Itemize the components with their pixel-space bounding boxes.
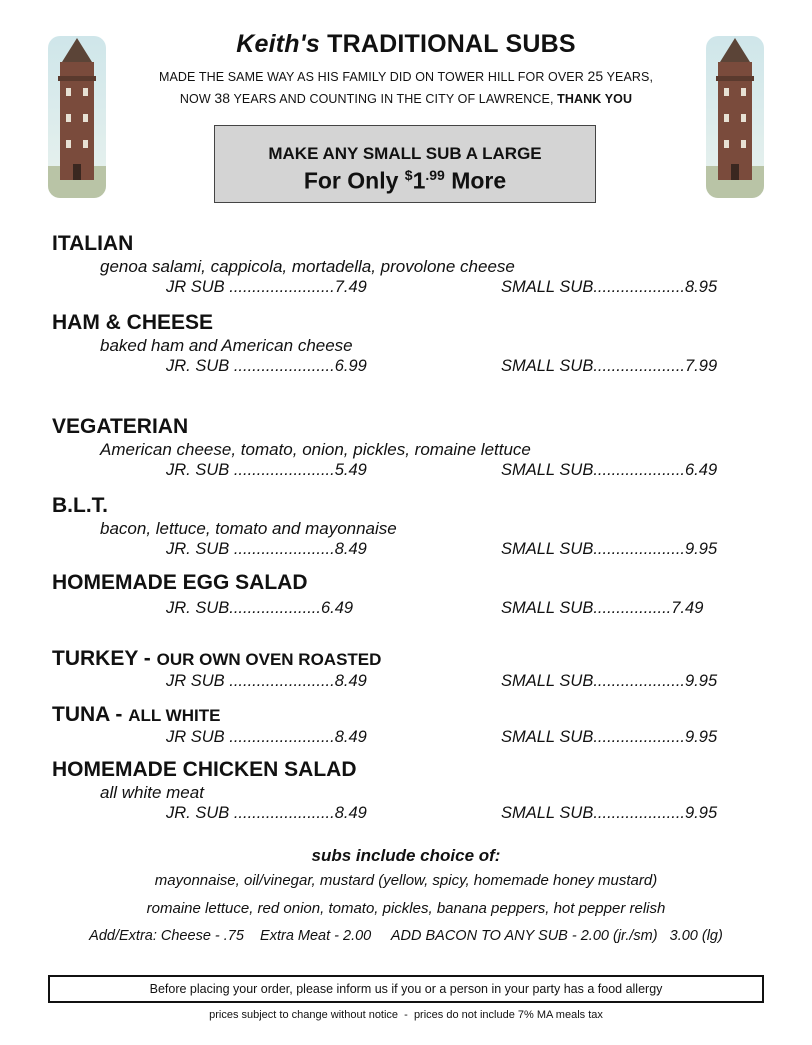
- title-text: TRADITIONAL SUBS: [327, 30, 576, 58]
- choices-condiments: mayonnaise, oil/vinegar, mustard (yellow, spicy, homemade honey mustard): [154, 872, 658, 889]
- item-name: [52, 415, 752, 439]
- promo-price-cents: .99: [425, 167, 445, 183]
- menu-item-vegetarian: [52, 415, 752, 483]
- menu-item-egg-salad: [52, 571, 752, 621]
- item-prices: [52, 599, 752, 621]
- small-sub-price: SMALL SUB.................7.49: [501, 599, 704, 617]
- jr-sub-price: JR SUB .......................7.49: [166, 278, 367, 296]
- item-name: [52, 647, 752, 672]
- tagline-text: YEARS,: [603, 70, 654, 84]
- menu-item-ham-cheese: [52, 311, 752, 379]
- item-name-text: B.L.T.: [52, 494, 108, 517]
- brand-name: Keith's: [236, 30, 320, 58]
- item-description: baked ham and American cheese: [100, 336, 353, 355]
- small-sub-price: SMALL SUB....................7.99: [501, 357, 718, 375]
- menu-item-tuna: [52, 703, 752, 750]
- promo-box: [214, 125, 596, 203]
- promo-currency: $: [404, 167, 413, 183]
- item-prices: [52, 357, 752, 379]
- allergy-notice: Before placing your order, please inform us if you or a person in your party has a food allergy: [48, 975, 764, 1003]
- item-prices: [52, 540, 752, 562]
- tagline-line-1: [0, 68, 812, 84]
- jr-sub-price: JR. SUB ......................5.49: [166, 461, 367, 479]
- item-prices: [52, 804, 752, 826]
- item-description: genoa salami, cappicola, mortadella, provolone cheese: [100, 257, 515, 276]
- jr-sub-price: JR SUB .......................8.49: [166, 672, 367, 690]
- menu-item-blt: [52, 494, 752, 562]
- tower-image-left: [48, 36, 106, 198]
- item-prices: [52, 278, 752, 300]
- item-prices: [52, 672, 752, 694]
- menu-item-italian: [52, 232, 752, 300]
- item-description: American cheese, tomato, onion, pickles, romaine lettuce: [100, 440, 531, 459]
- item-name-text: TUNA -: [52, 703, 129, 726]
- item-name: [52, 758, 752, 782]
- item-description: all white meat: [100, 783, 204, 802]
- tagline-line-2: [0, 90, 812, 106]
- jr-sub-price: JR. SUB ......................6.99: [166, 357, 367, 375]
- item-name-text: TURKEY -: [52, 647, 157, 670]
- item-name-subtext: ALL WHITE: [128, 706, 221, 725]
- small-sub-price: SMALL SUB....................9.95: [501, 540, 718, 558]
- item-name: [52, 311, 752, 335]
- item-name-text: VEGATERIAN: [52, 415, 189, 438]
- price-note: prices subject to change without notice - prices do not include 7% MA meals tax: [209, 1009, 603, 1021]
- tower-image-right: [706, 36, 764, 198]
- years-number: 38: [214, 90, 231, 106]
- choices-extras: Add/Extra: Cheese - .75 Extra Meat - 2.00 ADD BACON TO ANY SUB - 2.00 (jr./sm) 3.00 (lg): [89, 928, 723, 944]
- item-description: bacon, lettuce, tomato and mayonnaise: [100, 519, 397, 538]
- item-name: [52, 703, 752, 728]
- item-name-text: HOMEMADE EGG SALAD: [52, 571, 308, 594]
- item-name: [52, 232, 752, 256]
- item-name-text: HOMEMADE CHICKEN SALAD: [52, 758, 357, 781]
- years-number: 25: [587, 68, 604, 84]
- jr-sub-price: JR. SUB ......................8.49: [166, 804, 367, 822]
- promo-text: More: [444, 167, 507, 194]
- menu-item-turkey: [52, 647, 752, 694]
- promo-price: 1: [412, 167, 426, 194]
- choices-heading: subs include choice of:: [311, 846, 501, 865]
- menu-item-chicken-salad: [52, 758, 752, 826]
- thank-you-text: THANK YOU: [557, 92, 633, 106]
- promo-line-1: MAKE ANY SMALL SUB A LARGE: [268, 144, 542, 163]
- tagline-text: NOW: [179, 92, 215, 106]
- menu-title: [0, 30, 812, 59]
- jr-sub-price: JR. SUB....................6.49: [166, 599, 354, 617]
- small-sub-price: SMALL SUB....................9.95: [501, 728, 718, 746]
- item-prices: [52, 461, 752, 483]
- item-prices: [52, 728, 752, 750]
- item-name-subtext: OUR OWN OVEN ROASTED: [156, 650, 382, 669]
- small-sub-price: SMALL SUB....................9.95: [501, 804, 718, 822]
- jr-sub-price: JR SUB .......................8.49: [166, 728, 367, 746]
- item-name-text: ITALIAN: [52, 232, 134, 255]
- jr-sub-price: JR. SUB ......................8.49: [166, 540, 367, 558]
- item-name: [52, 571, 752, 595]
- tagline-text: MADE THE SAME WAY AS HIS FAMILY DID ON TOWER HILL FOR OVER: [158, 70, 588, 84]
- small-sub-price: SMALL SUB....................8.95: [501, 278, 718, 296]
- promo-text: For Only: [303, 167, 405, 194]
- promo-line-2: [215, 167, 595, 195]
- choices-toppings: romaine lettuce, red onion, tomato, pickles, banana peppers, hot pepper relish: [146, 900, 666, 917]
- item-name-text: HAM & CHEESE: [52, 311, 214, 334]
- tagline-text: YEARS AND COUNTING IN THE CITY OF LAWRENCE,: [230, 92, 558, 106]
- small-sub-price: SMALL SUB....................6.49: [501, 461, 718, 479]
- item-name: [52, 494, 752, 518]
- small-sub-price: SMALL SUB....................9.95: [501, 672, 718, 690]
